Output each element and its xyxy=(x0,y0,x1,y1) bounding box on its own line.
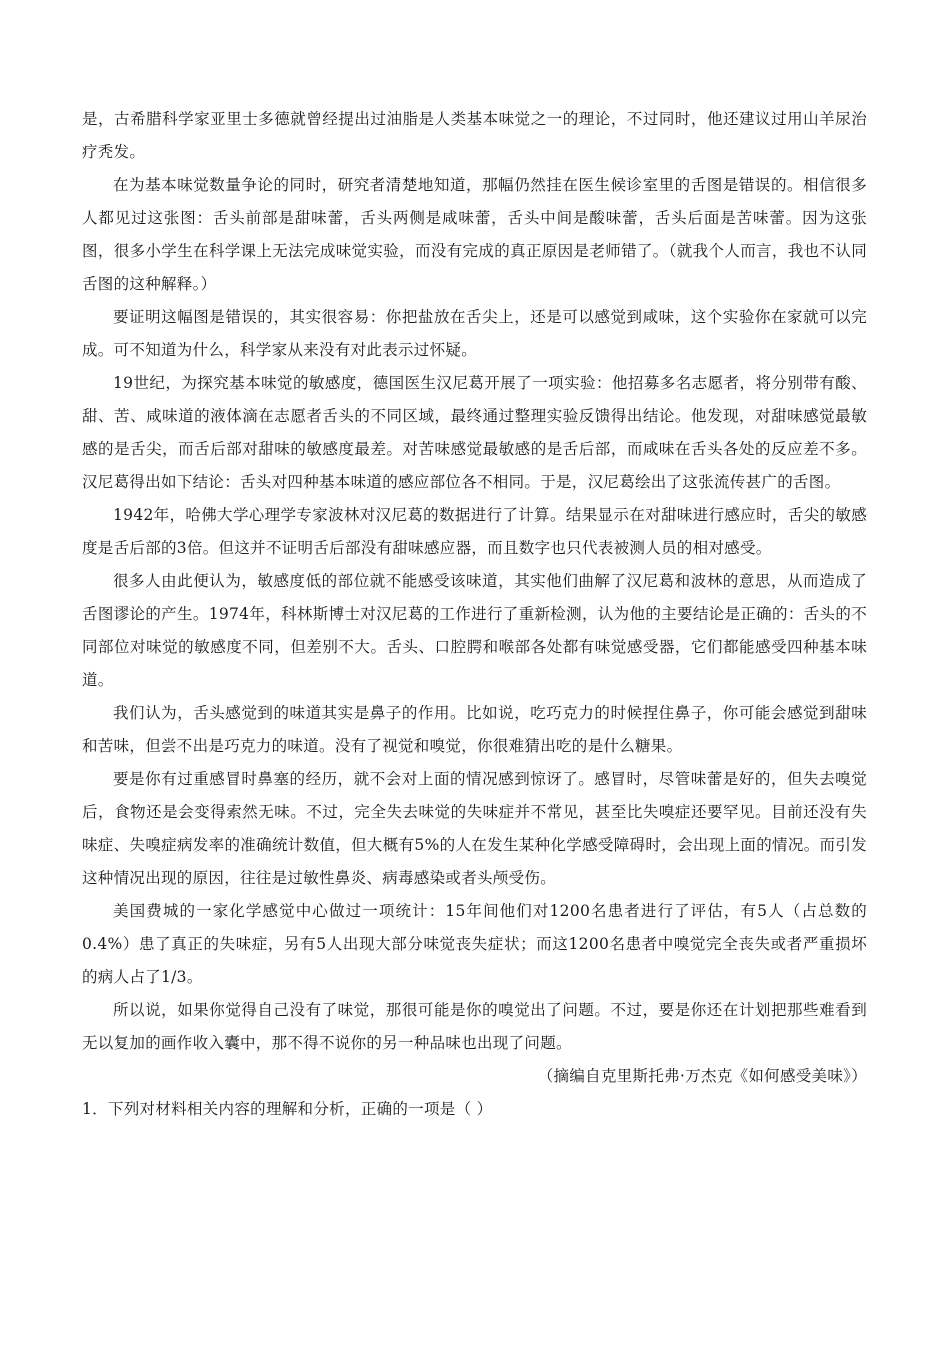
question-1: 1．下列对材料相关内容的理解和分析，正确的一项是（ ） xyxy=(82,1100,493,1118)
paragraph-1: 是，古希腊科学家亚里士多德就曾经提出过油脂是人类基本味觉之一的理论，不过同时，他还建议过用山羊尿治疗秃发。 xyxy=(82,110,867,161)
paragraph-2: 在为基本味觉数量争论的同时，研究者清楚地知道，那幅仍然挂在医生候诊室里的舌图是错误的。相信很多人都见过这张图：舌头前部是甜味蕾，舌头两侧是咸味蕾，舌头中间是酸味蕾，舌头后面是苦味蕾。因为这张图，很多小学生在科学课上无法完成味觉实验，而没有完成的真正原因是老师错了。（就我个人而言，我也不认同舌图的这种解释。） xyxy=(82,176,867,293)
paragraph-10: 所以说，如果你觉得自己没有了味觉，那很可能是你的嗅觉出了问题。不过，要是你还在计划把那些难看到无以复加的画作收入囊中，那不得不说你的另一种品味也出现了问题。 xyxy=(82,1001,867,1052)
paragraph-8: 要是你有过重感冒时鼻塞的经历，就不会对上面的情况感到惊讶了。感冒时，尽管味蕾是好的，但失去嗅觉后，食物还是会变得索然无味。不过，完全失去味觉的失味症并不常见，甚至比失嗅症还要罕见。目前还没有失味症、失嗅症病发率的准确统计数值，但大概有5%的人在发生某种化学感受障碍时，会出现上面的情况。而引发这种情况出现的原因，往往是过敏性鼻炎、病毒感染或者头颅受伤。 xyxy=(82,770,867,887)
paragraph-5: 1942年，哈佛大学心理学专家波林对汉尼葛的数据进行了计算。结果显示在对甜味进行感应时，舌尖的敏感度是舌后部的3倍。但这并不证明舌后部没有甜味感应器，而且数字也只代表被测人员的相对感受。 xyxy=(82,506,867,557)
paragraph-6: 很多人由此便认为，敏感度低的部位就不能感受该味道，其实他们曲解了汉尼葛和波林的意思，从而造成了舌图谬论的产生。1974年，科林斯博士对汉尼葛的工作进行了重新检测，认为他的主要结论是正确的：舌头的不同部位对味觉的敏感度不同，但差别不大。舌头、口腔腭和喉部各处都有味觉感受器，它们都能感受四种基本味道。 xyxy=(82,572,867,689)
source-citation: （摘编自克里斯托弗·万杰克《如何感受美味》） xyxy=(537,1067,867,1085)
document-page xyxy=(82,103,867,1126)
paragraph-3: 要证明这幅图是错误的，其实很容易：你把盐放在舌尖上，还是可以感觉到咸味，这个实验你在家就可以完成。可不知道为什么，科学家从来没有对此表示过怀疑。 xyxy=(82,308,867,359)
paragraph-7: 我们认为，舌头感觉到的味道其实是鼻子的作用。比如说，吃巧克力的时候捏住鼻子，你可能会感觉到甜味和苦味，但尝不出是巧克力的味道。没有了视觉和嗅觉，你很难猜出吃的是什么糖果。 xyxy=(82,704,867,755)
paragraph-9: 美国费城的一家化学感觉中心做过一项统计：15年间他们对1200名患者进行了评估，有5人（占总数的0.4%）患了真正的失味症，另有5人出现大部分味觉丧失症状；而这1200名患者中嗅觉完全丧失或者严重损坏的病人占了1/3。 xyxy=(82,902,867,986)
paragraph-4: 19世纪，为探究基本味觉的敏感度，德国医生汉尼葛开展了一项实验：他招募多名志愿者，将分别带有酸、甜、苦、咸味道的液体滴在志愿者舌头的不同区域，最终通过整理实验反馈得出结论。他发现，对甜味感觉最敏感的是舌尖，而舌后部对甜味的敏感度最差。对苦味感觉最敏感的是舌后部，而咸味在舌头各处的反应差不多。汉尼葛得出如下结论：舌头对四种基本味道的感应部位各不相同。于是，汉尼葛绘出了这张流传甚广的舌图。 xyxy=(82,374,867,491)
